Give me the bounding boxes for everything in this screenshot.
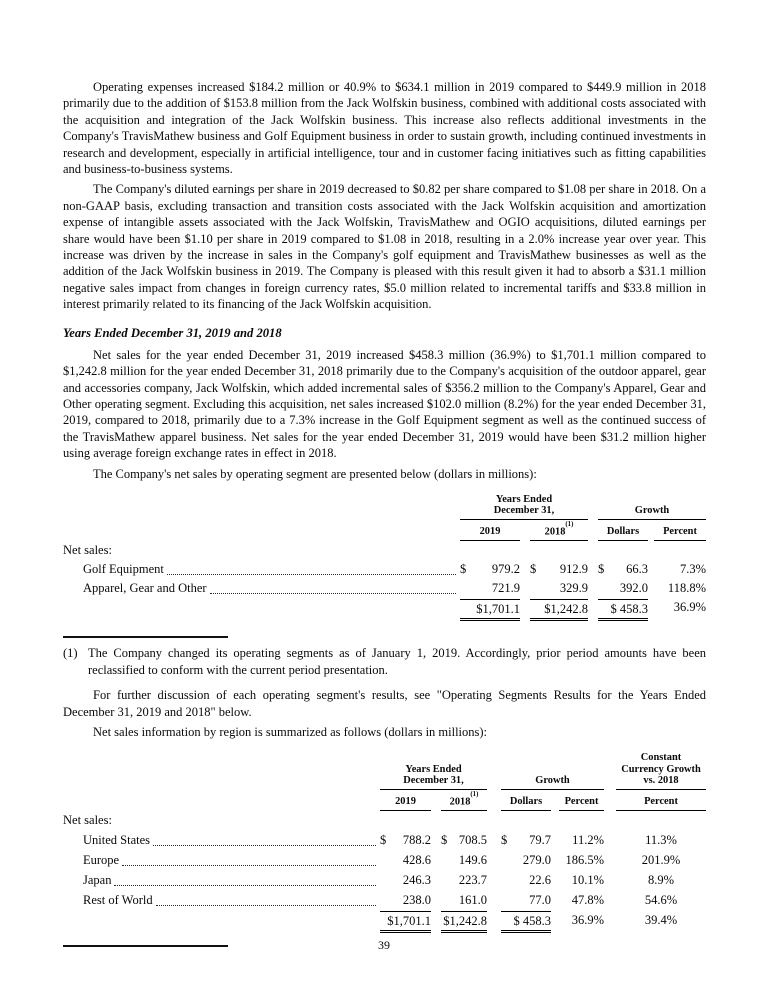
years-ended-group-header (460, 494, 588, 520)
cell-value: 22.6 (529, 873, 551, 888)
segment-sales-table (63, 494, 706, 621)
cell-growth-percent (559, 850, 604, 870)
column-header-2019: 2019 (460, 526, 520, 541)
cell-growth-percent (559, 830, 604, 850)
cell-2018 (530, 579, 588, 598)
dot-leader (122, 850, 376, 866)
constant-currency-group-header (616, 752, 706, 790)
cell-value: 329.9 (559, 581, 588, 596)
cell-value: 79.7 (529, 833, 551, 848)
cell-growth-percent (559, 870, 604, 890)
cell-cc-percent (616, 850, 706, 870)
year-2018-text: 2018 (544, 526, 566, 538)
cell-2019 (460, 579, 520, 598)
column-header-2018 (530, 523, 588, 541)
cell-value: 36.9% (673, 600, 706, 615)
growth-label: Growth (535, 775, 570, 787)
segment-table-group-header-row (63, 494, 706, 520)
cell-2019 (380, 890, 431, 910)
cell-value: 238.0 (402, 893, 431, 908)
dot-leader (210, 579, 456, 594)
cell-value: 979.2 (491, 562, 520, 577)
total-growth-percent (559, 910, 604, 933)
page-number: 39 (378, 938, 390, 952)
total-cc-percent (616, 910, 706, 933)
cell-value: 7.3% (679, 562, 706, 577)
growth-group-header (598, 505, 706, 520)
constant-currency-line1: Constant (640, 752, 682, 764)
cell-growth-percent (559, 890, 604, 910)
years-ended-line1: Years Ended (495, 493, 553, 505)
cell-value: 39.4% (644, 913, 678, 928)
row-label-text: Rest of World (83, 893, 153, 908)
cell-value: 66.3 (626, 562, 648, 577)
cell-value: 118.8% (667, 581, 706, 596)
cell-value: 11.3% (645, 833, 677, 848)
column-header-dollars: Dollars (598, 526, 648, 541)
cell-growth-dollars (501, 850, 551, 870)
cell-2019 (380, 870, 431, 890)
paragraph-net-sales: Net sales for the year ended December 31, 2019 increased $458.3 million (36.9%) to $1,701.1 million compared to $1,242.8 million for the year ended December 31, 2018 primarily due to the Company's acquisition of the outdoor apparel, gear and accessories company, Jack Wolfskin, which added incremental sales of $356.2 million to the Company's Apparel, Gear and Other operating segment. Excluding this acquisition, net sales increased $102.0 million (8.2%) for the year ended December 31, 2019, compared to 2018, primarily due to a 7.3% increase in the Golf Equipment segment as well as the continued success of the TravisMathew apparel business. Net sales for the year ended December 31, 2019 would have been $31.2 million higher using average foreign exchange rates in effect in 2018. (63, 347, 706, 461)
cell-value: 10.1% (571, 873, 604, 888)
dot-leader (114, 870, 376, 886)
currency-sign: $ (441, 833, 448, 848)
cell-growth-percent (654, 560, 706, 579)
cell-value: $1,701.1 (476, 602, 520, 617)
row-label (63, 579, 460, 598)
cell-2019 (380, 830, 431, 850)
cell-value: 279.0 (522, 853, 551, 868)
cell-cc-percent (616, 890, 706, 910)
cell-value: 246.3 (402, 873, 431, 888)
column-header-percent: Percent (559, 796, 604, 811)
years-ended-line2: December 31, (403, 775, 464, 787)
region-sales-table (63, 752, 706, 933)
cell-growth-dollars (501, 890, 551, 910)
cell-value: $1,242.8 (443, 914, 487, 929)
cell-cc-percent (616, 830, 706, 850)
row-label-text: United States (83, 833, 151, 848)
cell-value: 47.8% (571, 893, 604, 908)
footnote-ref-superscript: (1) (565, 521, 574, 529)
total-growth-dollars (598, 599, 648, 621)
cell-growth-percent (654, 579, 706, 598)
row-label-text: Apparel, Gear and Other (83, 581, 207, 596)
cell-value: 708.5 (458, 833, 487, 848)
row-label-text: Japan (83, 873, 112, 888)
region-table-group-header-row (63, 752, 706, 790)
table-row-europe (63, 850, 706, 870)
cell-value: 36.9% (571, 913, 604, 928)
total-2018 (530, 599, 588, 621)
column-header-dollars: Dollars (501, 796, 551, 811)
cell-value: 201.9% (641, 853, 681, 868)
years-ended-line1: Years Ended (405, 763, 462, 775)
cell-value: $1,701.1 (387, 914, 431, 929)
cell-2018 (441, 890, 487, 910)
table-row-total (63, 598, 706, 621)
cell-2019 (380, 850, 431, 870)
footnote-text: The Company changed its operating segments as of January 1, 2019. Accordingly, prior period amounts have been reclassified to conform with the current period presentation. (88, 646, 706, 677)
cell-value: 392.0 (619, 581, 648, 596)
paragraph-diluted-eps: The Company's diluted earnings per share in 2019 decreased to $0.82 per share compared to $1.08 per share in 2018. On a non-GAAP basis, excluding transaction and transition costs associated with the Jack Wolfskin acquisition and amortization expense of intangible assets associated with the Jack Wolfskin, TravisMathew and OGIO acquisitions, diluted earnings per share would have been $1.10 per share in 2019 compared to $1.08 in 2018, resulting in a 2.0% increase year over year. This increase was driven by the increase in sales in the Company's golf equipment and TravisMathew businesses as well as the addition of the Jack Wolfskin business in 2019. The Company is pleased with this result given it had to absorb a $31.1 million negative sales impact from changes in foreign currency rates, $5.0 million related to incremental tariffs and $33.8 million in interest primarily related to its financing of the Jack Wolfskin acquisition. (63, 182, 706, 312)
cell-growth-dollars (501, 830, 551, 850)
footnote-divider (63, 636, 228, 638)
year-2018-text: 2018 (449, 796, 471, 808)
paragraph-segment-table-intro: The Company's net sales by operating segment are presented below (dollars in millions): (93, 466, 537, 481)
cell-value: 11.2% (572, 833, 604, 848)
segment-table-column-header-row (63, 523, 706, 541)
total-2018 (441, 911, 487, 933)
row-label-text: Europe (83, 853, 120, 868)
cell-value: 186.5% (565, 853, 604, 868)
region-table-column-header-row (63, 793, 706, 811)
table-row-japan (63, 870, 706, 890)
total-2019 (460, 599, 520, 621)
constant-currency-line3: vs. 2018 (643, 775, 679, 787)
row-label (63, 560, 460, 579)
row-label (63, 890, 380, 910)
footnote-ref-superscript: (1) (470, 791, 479, 799)
cell-value: $ 458.3 (513, 914, 551, 929)
cell-value: $ 458.3 (610, 602, 648, 617)
cell-2018 (530, 560, 588, 579)
cell-value: 788.2 (402, 833, 431, 848)
total-2019 (380, 911, 431, 933)
table-row-united-states (63, 830, 706, 850)
years-ended-line2: December 31, (493, 505, 555, 517)
cell-value: 223.7 (458, 873, 487, 888)
section-heading-years-ended: Years Ended December 31, 2019 and 2018 (63, 325, 282, 340)
cell-value: 8.9% (647, 873, 675, 888)
cell-cc-percent (616, 870, 706, 890)
net-sales-section-label: Net sales: (63, 813, 112, 828)
cell-2019 (460, 560, 520, 579)
row-label (63, 830, 380, 850)
column-header-2019: 2019 (380, 796, 431, 811)
growth-label: Growth (634, 505, 670, 517)
row-label-empty (63, 910, 380, 933)
row-label-empty (63, 598, 460, 621)
cell-2018 (441, 850, 487, 870)
cell-value: 428.6 (402, 853, 431, 868)
page-content (63, 79, 706, 954)
net-sales-section-label: Net sales: (63, 543, 112, 558)
table-row-rest-of-world (63, 890, 706, 910)
paragraph-operating-expenses: Operating expenses increased $184.2 million or 40.9% to $634.1 million in 2019 compared to $449.9 million in 2018 primarily due to the addition of $153.8 million from the Jack Wolfskin business, combined with additional costs associated with the acquisition and integration of the Jack Wolfskin business. This increase also reflects additional investments in the Company's TravisMathew business and Golf Equipment business in order to sustain growth, including continued investments in research and development, especially in artificial intelligence, tour and in customer facing initiatives such as fitting capabilities and business-to-business systems. (63, 80, 706, 177)
growth-group-header (501, 775, 604, 790)
column-header-cc-percent: Percent (616, 796, 706, 811)
paragraph-further-discussion: For further discussion of each operating segment's results, see "Operating Segments Results for the Years Ended December 31, 2019 and 2018" below. (63, 688, 706, 719)
footnote-marker: (1) (63, 646, 78, 661)
row-label (63, 850, 380, 870)
cell-2018 (441, 830, 487, 850)
column-header-percent: Percent (654, 526, 706, 541)
cell-value: 77.0 (529, 893, 551, 908)
cell-growth-dollars (598, 579, 648, 598)
footnote-1 (63, 645, 706, 678)
cell-value: 912.9 (559, 562, 588, 577)
cell-value: 721.9 (491, 581, 520, 596)
currency-sign: $ (598, 562, 605, 577)
paragraph-region-table-intro: Net sales information by region is summarized as follows (dollars in millions): (93, 725, 488, 740)
dot-leader (156, 890, 376, 906)
cell-growth-dollars (598, 560, 648, 579)
currency-sign: $ (501, 833, 508, 848)
column-header-2018 (441, 793, 487, 811)
cell-value: $1,242.8 (544, 602, 588, 617)
total-growth-dollars (501, 911, 551, 933)
currency-sign: $ (460, 562, 467, 577)
cell-growth-dollars (501, 870, 551, 890)
table-row-golf-equipment (63, 560, 706, 579)
cell-2018 (441, 870, 487, 890)
row-label (63, 870, 380, 890)
cell-value: 161.0 (458, 893, 487, 908)
currency-sign: $ (380, 833, 387, 848)
dot-leader (167, 560, 456, 575)
dot-leader (153, 830, 376, 846)
row-label-text: Golf Equipment (83, 562, 164, 577)
constant-currency-line2: Currency Growth (621, 763, 701, 775)
total-growth-percent (654, 598, 706, 621)
cell-value: 149.6 (458, 853, 487, 868)
currency-sign: $ (530, 562, 537, 577)
cell-value: 54.6% (644, 893, 678, 908)
table-row-apparel-gear-other (63, 579, 706, 598)
table-row-total (63, 910, 706, 933)
years-ended-group-header (380, 764, 487, 790)
